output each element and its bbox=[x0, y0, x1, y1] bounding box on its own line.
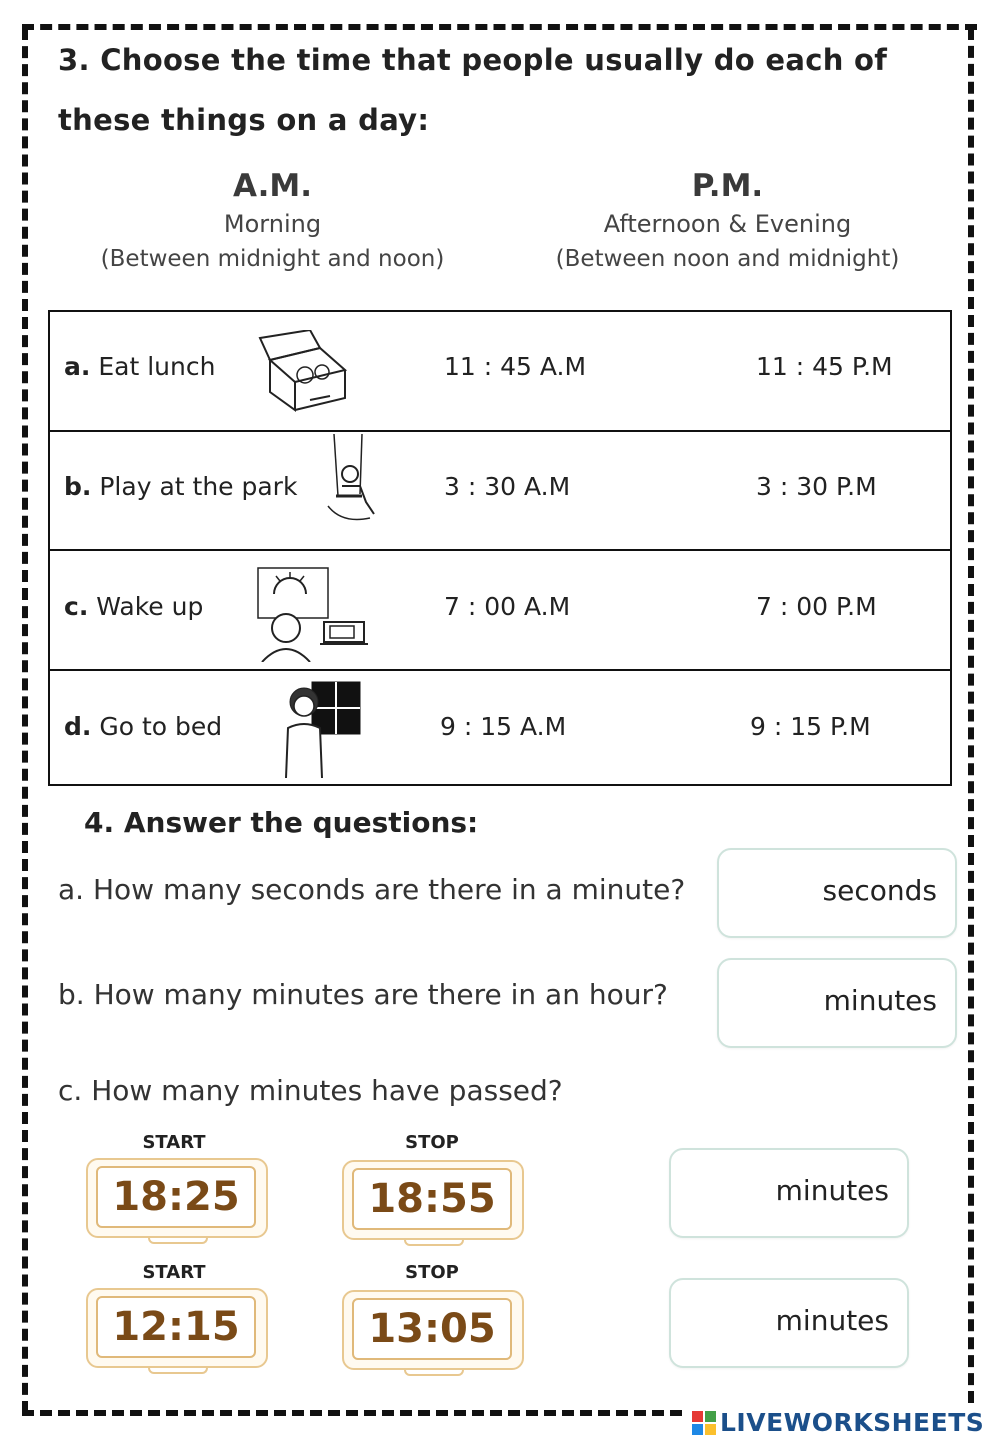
start-clock bbox=[86, 1288, 266, 1374]
activity-label bbox=[64, 472, 297, 501]
answer-c1-input[interactable] bbox=[669, 1148, 909, 1238]
liveworksheets-logo[interactable] bbox=[692, 1408, 984, 1437]
pm-option[interactable]: 3 : 30 P.M bbox=[756, 472, 877, 501]
section4-title: 4. Answer the questions: bbox=[84, 806, 479, 839]
row-letter: a. bbox=[64, 352, 91, 381]
liveworksheets-logo-icon bbox=[692, 1411, 716, 1435]
am-title: A.M. bbox=[233, 168, 312, 204]
table-row bbox=[50, 312, 950, 432]
frame-right-border bbox=[968, 28, 974, 1403]
activity-name: Go to bed bbox=[99, 712, 223, 741]
answer-a-input[interactable] bbox=[717, 848, 957, 938]
stop-clock bbox=[342, 1160, 522, 1246]
go-to-bed-icon bbox=[276, 680, 366, 780]
clock-digits: 18:55 bbox=[368, 1176, 496, 1222]
wake-up-icon bbox=[256, 566, 368, 662]
pm-description: (Between noon and midnight) bbox=[555, 246, 900, 272]
answer-a-unit: seconds bbox=[822, 874, 937, 907]
answer-b-input[interactable] bbox=[717, 958, 957, 1048]
am-subtitle: Morning bbox=[223, 210, 322, 238]
stop-label: STOP bbox=[405, 1262, 459, 1283]
clock-digits: 18:25 bbox=[112, 1174, 240, 1220]
question-c: c. How many minutes have passed? bbox=[58, 1074, 563, 1107]
swing-icon bbox=[322, 434, 392, 534]
question-b: b. How many minutes are there in an hour? bbox=[58, 978, 668, 1011]
am-description: (Between midnight and noon) bbox=[100, 246, 445, 272]
start-label: START bbox=[142, 1132, 206, 1153]
activity-label bbox=[64, 712, 222, 741]
am-column-header bbox=[80, 168, 465, 272]
stop-label: STOP bbox=[405, 1132, 459, 1153]
pm-column-header bbox=[535, 168, 920, 272]
pm-title: P.M. bbox=[691, 168, 764, 204]
am-option[interactable]: 3 : 30 A.M bbox=[444, 472, 571, 501]
pm-subtitle: Afternoon & Evening bbox=[603, 210, 852, 238]
frame-bottom-border bbox=[22, 1410, 682, 1416]
row-letter: d. bbox=[64, 712, 92, 741]
table-row bbox=[50, 670, 950, 784]
activity-label bbox=[64, 592, 203, 621]
table-row bbox=[50, 430, 950, 551]
am-option[interactable]: 11 : 45 A.M bbox=[444, 352, 587, 381]
row-letter: c. bbox=[64, 592, 89, 621]
answer-c1-unit: minutes bbox=[775, 1174, 889, 1207]
start-clock bbox=[86, 1158, 266, 1244]
answer-b-unit: minutes bbox=[823, 984, 937, 1017]
lunchbox-icon bbox=[250, 330, 350, 412]
am-option[interactable]: 9 : 15 A.M bbox=[440, 712, 567, 741]
answer-c2-input[interactable] bbox=[669, 1278, 909, 1368]
pm-option[interactable]: 7 : 00 P.M bbox=[756, 592, 877, 621]
activity-name: Play at the park bbox=[99, 472, 298, 501]
frame-left-border bbox=[22, 28, 28, 1413]
brand-name: LIVEWORKSHEETS bbox=[720, 1408, 985, 1437]
answer-c2-unit: minutes bbox=[775, 1304, 889, 1337]
start-label: START bbox=[142, 1262, 206, 1283]
clock-digits: 12:15 bbox=[112, 1304, 240, 1350]
activity-table bbox=[48, 310, 952, 786]
stop-clock bbox=[342, 1290, 522, 1376]
pm-option[interactable]: 11 : 45 P.M bbox=[756, 352, 893, 381]
clock-digits: 13:05 bbox=[368, 1306, 496, 1352]
activity-name: Eat lunch bbox=[98, 352, 216, 381]
question-a: a. How many seconds are there in a minute? bbox=[58, 873, 686, 906]
activity-label bbox=[64, 352, 215, 381]
table-row bbox=[50, 550, 950, 671]
section3-title: 3. Choose the time that people usually do each of these things on a day: bbox=[58, 43, 888, 137]
row-letter: b. bbox=[64, 472, 92, 501]
am-option[interactable]: 7 : 00 A.M bbox=[444, 592, 571, 621]
pm-option[interactable]: 9 : 15 P.M bbox=[750, 712, 871, 741]
activity-name: Wake up bbox=[96, 592, 204, 621]
